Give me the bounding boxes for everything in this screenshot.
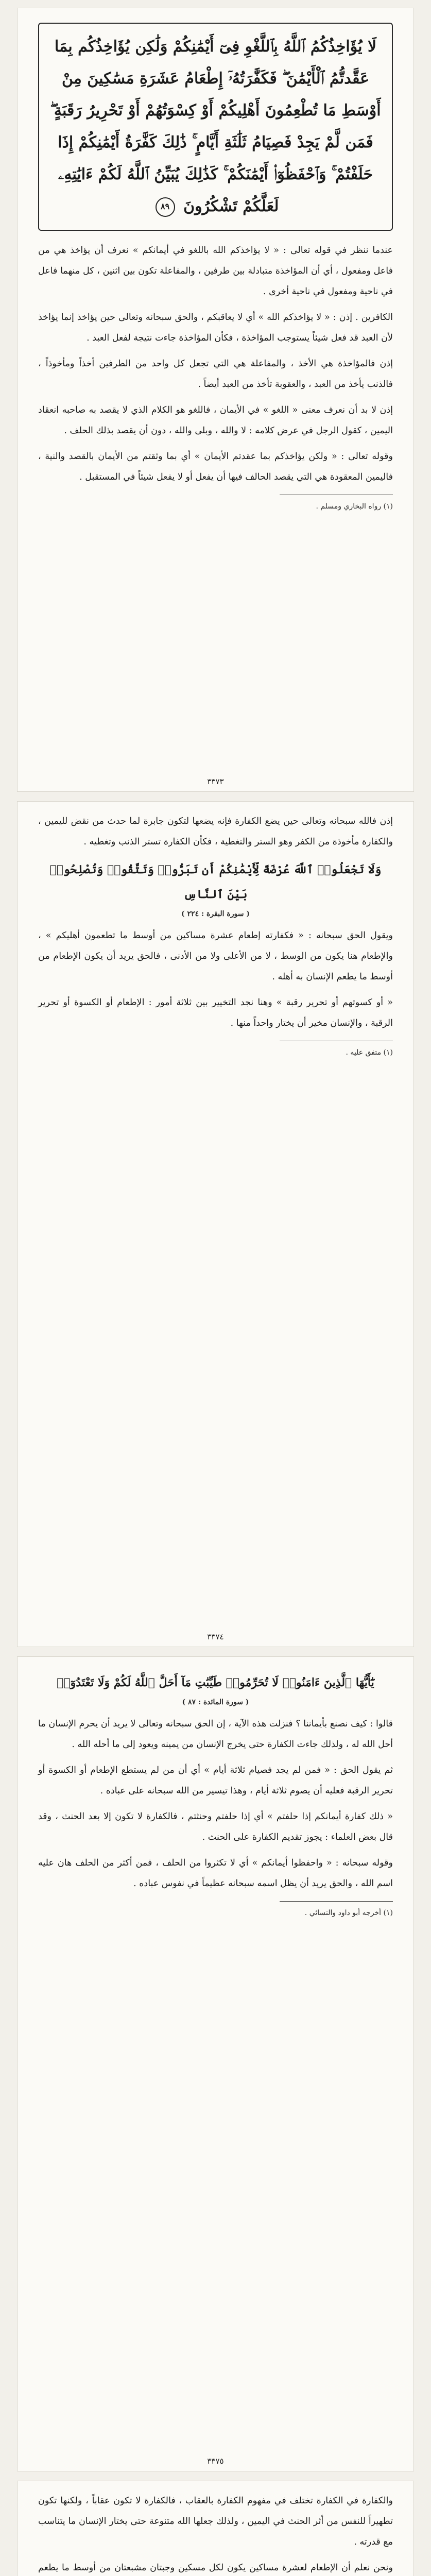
book-page-4 [18, 2481, 413, 2576]
quoted-verse [38, 857, 393, 921]
quoted-verse [38, 1670, 393, 1709]
verse-number-marker: ٨٩ [156, 197, 175, 217]
commentary-paragraph: « أو كسوتهم أو تحرير رقبة » وهنا نجد التخيير بين ثلاثة أمور : الإطعام أو الكسوة أو تحرير الرقبة ، والإنسان مخير أن يختار واحداً منها . [38, 997, 393, 1028]
quoted-verse-text: وَلَا تَجْعَلُوا۟ ٱللَّهَ عُرْضَةً لِّأَيْمَٰنِكُمْ أَن تَبَرُّوا۟ وَتَتَّقُوا۟ وَتُصْلِحُوا۟ بَيْنَ ٱلنَّاسِ [49, 863, 382, 901]
verse-reference: ( سورة المائدة : ٨٧ ) [182, 1698, 249, 1706]
page-number: ٣٣٧٤ [207, 1632, 224, 1641]
verse-reference: ( سورة البقرة : ٢٢٤ ) [181, 910, 250, 918]
commentary-paragraph: الكافرين . إذن : « لا يؤاخذكم الله » أي لا يعاقبكم ، والحق سبحانه وتعالى حين يؤاخذ إنما يؤاخذ لأن العبد قد فعل شيئاً يستوجب المؤاخذة ، فكأن المؤاخذة جاءت نتيجة لفعل العبد . [38, 312, 393, 343]
commentary-paragraph: « ذلك كفارة أيمانكم إذا حلفتم » أي إذا حلفتم وحنثتم ، فالكفارة لا تكون إلا بعد الحنث ، وقد قال بعض العلماء : يجوز تقديم الكفارة على الحنث . [38, 1811, 393, 1842]
commentary-paragraph: إذن لا بد أن نعرف معنى « اللغو » في الأيمان ، فاللغو هو الكلام الذي لا يقصد به صاحبه انعقاد اليمين ، كقول الرجل في عرض كلامه : لا والله ، وبلى والله ، دون أن يقصد بذلك الحلف . [38, 405, 393, 436]
commentary-paragraph: وقوله سبحانه : « واحفظوا أيمانكم » أي لا تكثروا من الحلف ، فمن أكثر من الحلف هان عليه اسم الله ، والحق يريد أن يظل اسمه سبحانه عظيماً في نفوس عباده . [38, 1858, 393, 1889]
commentary-paragraph: ثم يقول الحق : « فمن لم يجد فصيام ثلاثة أيام » أي أن من لم يستطع الإطعام أو الكسوة أو تحرير الرقبة فعليه أن يصوم ثلاثة أيام ، وهذا تيسير من الله سبحانه على عباده . [38, 1765, 393, 1796]
footnote: (١) أخرجه أبو داود والنسائي . [304, 1909, 393, 1917]
commentary-paragraph: إذن فالله سبحانه وتعالى حين يضع الكفارة فإنه يضعها لتكون جابرة لما حدث من نقض لليمين ، والكفارة مأخوذة من الكفر وهو الستر والتغطية ، فكأن الكفارة تستر الذنب وتغطيه . [38, 816, 393, 847]
commentary-paragraph: عندما ننظر في قوله تعالى : « لا يؤاخذكم الله باللغو في أيمانكم » نعرف أن يؤاخذ هي من فاعل ومفعول ، أي أن المؤاخذة متبادلة بين طرفين ، والمفاعلة تكون بين اثنين ، كل منهما فاعل في ناحية ومفعول في ناحية أخرى . [38, 245, 393, 297]
commentary-paragraph: قالوا : كيف نصنع بأيماننا ؟ فنزلت هذه الآية ، إن الحق سبحانه وتعالى لا يريد أن يحرم الإنسان ما أحل الله له ، ولذلك جاءت الكفارة حتى يخرج الإنسان من يمينه ويعود إلى ما أحله الله . [38, 1719, 393, 1750]
quran-verse-box [38, 23, 393, 231]
footnote: (١) متفق عليه . [346, 1048, 393, 1057]
page-number: ٣٣٧٥ [207, 2456, 224, 2466]
commentary-paragraph: إذن فالمؤاخذة هي الأخذ ، والمفاعلة هي التي تجعل كل واحد من الطرفين أخذاً ومأخوذاً ، فالذنب يأخذ من العبد ، والعقوبة تأخذ من العبد أيضاً . [38, 359, 393, 389]
commentary-paragraph: وقوله تعالى : « ولكن يؤاخذكم بما عقدتم الأيمان » أي بما وثقتم من الأيمان بالقصد والنية ، فاليمين المعقودة هي التي يقصد الحالف فيها أن يفعل أو لا يفعل شيئاً في المستقبل . [38, 451, 393, 482]
page-number: ٣٣٧٣ [207, 777, 224, 786]
commentary-paragraph: والكفارة في الكفارة تختلف في مفهوم الكفارة بالعقاب ، فالكفارة لا تكون عقاباً ، ولكنها تكون تطهيراً للنفس من أثر الحنث في اليمين ، ولذلك جعلها الله متنوعة حتى يختار الإنسان ما يتناسب مع قدرته . [38, 2496, 393, 2547]
footnote-divider [280, 1901, 393, 1902]
commentary-paragraph: ويقول الحق سبحانه : « فكفارته إطعام عشرة مساكين من أوسط ما تطعمون أهليكم » ، والإطعام هنا يكون من الوسط ، لا من الأعلى ولا من الأدنى ، فالحق يريد أن يكون الإطعام من أوسط ما يطعم الإنسان به أهله . [38, 930, 393, 982]
verse-text: لَا يُؤَاخِذُكُمُ ٱللَّهُ بِٱللَّغْوِ فِىٓ أَيْمَٰنِكُمْ وَلَٰكِن يُؤَاخِذُكُم بِمَا عَقَّدتُّمُ ٱلْأَيْمَٰنَ ۖ فَكَفَّٰرَتُهُۥٓ إِطْعَامُ عَشَرَةِ مَسَٰكِينَ مِنْ أَوْسَطِ مَا تُطْعِمُونَ أَهْلِيكُمْ أَوْ كِسْوَتُهُمْ أَوْ تَحْرِيرُ رَقَبَةٍ ۖ فَمَن لَّمْ يَجِدْ فَصِيَامُ ثَلَٰثَةِ أَيَّامٍ ۚ ذَٰلِكَ كَفَّٰرَةُ أَيْمَٰنِكُمْ إِذَا حَلَفْتُمْ ۚ وَٱحْفَظُوٓا۟ أَيْمَٰنَكُمْ ۚ كَذَٰلِكَ يُبَيِّنُ ٱللَّهُ لَكُمْ ءَايَٰتِهِۦ لَعَلَّكُمْ تَشْكُرُونَ [50, 38, 381, 215]
commentary-paragraph: ونحن نعلم أن الإطعام لعشرة مساكين يكون لكل مسكين وجبتان مشبعتان من أوسط ما يطعم [38, 2563, 393, 2573]
book-page-2 [18, 802, 413, 1647]
book-page-1 [18, 8, 413, 791]
quoted-verse-text: يَٰٓأَيُّهَا ٱلَّذِينَ ءَامَنُوا۟ لَا تُحَرِّمُوا۟ طَيِّبَٰتِ مَآ أَحَلَّ ٱللَّهُ لَكُمْ وَلَا تَعْتَدُوٓا۟ [57, 1676, 374, 1689]
book-page-3 [18, 1657, 413, 2471]
footnote: (١) رواه البخاري ومسلم . [316, 502, 393, 511]
